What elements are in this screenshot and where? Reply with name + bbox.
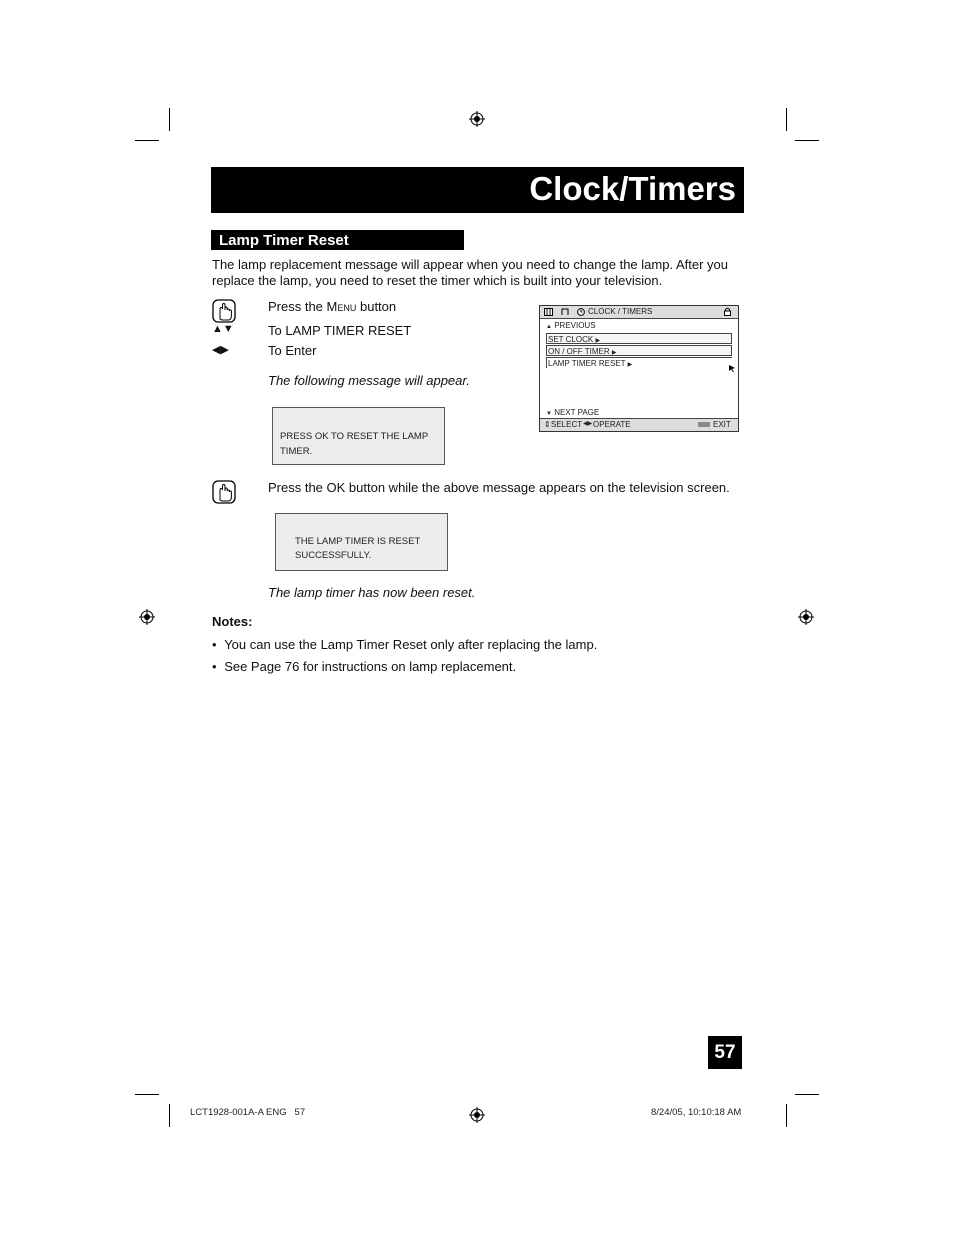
tv-menu-next-page[interactable]: ▼ NEXT PAGE [546, 408, 600, 417]
menu-item-label: ON / OFF TIMER [548, 347, 610, 356]
clock-icon [577, 308, 585, 316]
left-right-arrows-icon: ◀▶ [212, 344, 229, 356]
left-right-arrow-icon: ◀▶ [583, 421, 593, 427]
following-message-caption: The following message will appear. [268, 373, 470, 388]
tv-menu-item-lamp-timer-reset[interactable]: LAMP TIMER RESET ▶ [546, 357, 732, 368]
previous-label: PREVIOUS [554, 321, 596, 330]
section-heading: Lamp Timer Reset [219, 232, 349, 249]
registration-mark-icon [139, 609, 155, 625]
menu-icon [544, 308, 553, 316]
page-title-bar [211, 167, 744, 213]
footer-operate: OPERATE [593, 420, 631, 429]
footer-exit: EXIT [713, 420, 731, 429]
note-item [212, 637, 597, 652]
reset-note: The lamp timer has now been reset. [268, 585, 476, 600]
tv-menu-item-set-clock[interactable]: SET CLOCK ▶ [546, 333, 732, 344]
tv-menu-title: CLOCK / TIMERS [588, 307, 653, 316]
crop-mark [169, 1104, 170, 1127]
tv-menu-screen [539, 305, 739, 432]
lock-icon [724, 307, 731, 316]
music-icon [561, 308, 569, 316]
registration-mark-icon [469, 1107, 485, 1123]
footer-select: SELECT [551, 420, 583, 429]
remote-hand-icon [212, 480, 238, 506]
next-page-label: NEXT PAGE [554, 408, 600, 417]
remote-hand-icon [212, 299, 238, 325]
registration-mark-icon [798, 609, 814, 625]
crop-mark [795, 140, 819, 141]
note-text: You can use the Lamp Timer Reset only after replacing the lamp. [224, 637, 598, 652]
bullet-icon: • [212, 659, 217, 674]
step-press-menu [268, 299, 396, 314]
reset-success-text: THE LAMP TIMER IS RESET SUCCESSFULLY. [295, 536, 421, 561]
footer-doc-id: LCT1928-001A-A ENG 57 [190, 1107, 306, 1118]
page-title: Clock/Timers [529, 170, 736, 207]
crop-mark [135, 140, 159, 141]
menu-button-label: Menu [326, 299, 357, 314]
tv-menu-header [540, 306, 738, 319]
step-enter: To Enter [268, 343, 317, 358]
tv-menu-item-on-off-timer[interactable]: ON / OFF TIMER ▶ [546, 345, 732, 356]
bullet-icon: • [212, 637, 217, 652]
registration-mark-icon [469, 111, 485, 127]
reset-prompt-message [272, 407, 445, 465]
footer-timestamp: 8/24/05, 10:10:18 AM [651, 1107, 742, 1118]
note-text: See Page 76 for instructions on lamp replacement. [224, 659, 517, 674]
up-down-arrow-icon: ⇕ [544, 420, 551, 429]
menu-item-label: LAMP TIMER RESET [548, 359, 626, 368]
step-press-suffix: button [356, 299, 397, 314]
crop-mark [135, 1094, 159, 1095]
crop-mark [795, 1094, 819, 1095]
tv-menu-previous[interactable]: ▲ PREVIOUS [546, 321, 596, 330]
page-number: 57 [708, 1036, 742, 1069]
step-select-lamp-timer: To LAMP TIMER RESET [268, 323, 412, 338]
note-item [212, 659, 516, 674]
menu-key-icon: MENU [698, 422, 710, 427]
crop-mark [786, 108, 787, 131]
crop-mark [786, 1104, 787, 1127]
tv-menu-footer [540, 418, 738, 431]
menu-item-label: SET CLOCK [548, 335, 594, 344]
reset-prompt-text: PRESS OK TO RESET THE LAMP TIMER. [280, 431, 429, 457]
notes-heading: Notes: [212, 614, 253, 629]
up-down-arrows-icon: ▲▼ [212, 323, 234, 335]
step-press-prefix: Press the [268, 299, 327, 314]
reset-success-message [275, 513, 448, 571]
cursor-icon [729, 365, 736, 372]
ok-instruction: Press the OK button while the above message appears on the television screen. [268, 480, 730, 495]
intro-paragraph: The lamp replacement message will appear when you need to change the lamp. After you replace the lamp, you need to reset the timer which is built into your television. [212, 257, 728, 288]
section-heading-bar [211, 230, 464, 250]
crop-mark [169, 108, 170, 131]
